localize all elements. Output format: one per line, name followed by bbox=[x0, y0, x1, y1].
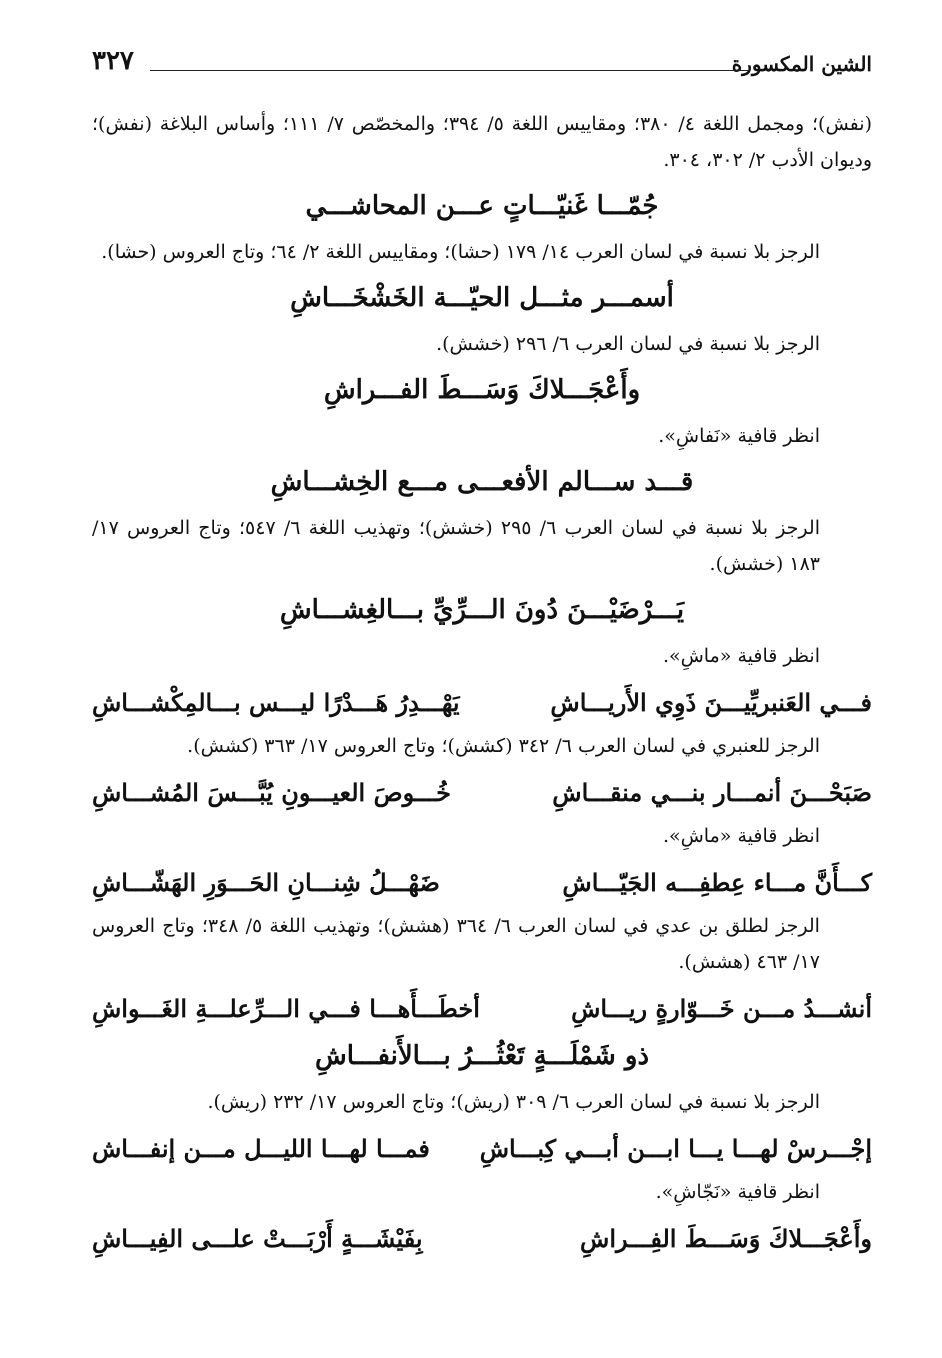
hemistich-first: وأَعْجَـــلاكَ وَسَـــطَ الفِـــراشِ bbox=[580, 1224, 872, 1253]
citation-note: الرجز بلا نسبة في لسان العرب ١٤/ ١٧٩ (حشا)؛ ومقاييس اللغة ٢/ ٦٤؛ وتاج العروس (حشا). bbox=[101, 241, 820, 263]
hemistich-second: ضَهْـــلُ شِنـــانِ الحَـــوَرِ الهَشّـــاشِ bbox=[92, 868, 440, 897]
page-number: ٣٢٧ bbox=[92, 46, 134, 76]
verse-couplet bbox=[92, 770, 872, 816]
page-header bbox=[92, 44, 872, 80]
page-body bbox=[92, 106, 872, 1264]
verse-couplet bbox=[92, 1216, 872, 1262]
verse-line: جُمّـــا غَنيّـــاتٍ عـــن المحاشـــي bbox=[305, 191, 659, 221]
citation-note: الرجز بلا نسبة في لسان العرب ٦/ ٢٩٦ (خشش). bbox=[436, 333, 820, 355]
hemistich-first: إجْـــرسْ لهـــا يـــا ابـــن أبـــي كِبـــاشِ bbox=[479, 1134, 872, 1163]
hemistich-first: كـــأَنَّ مـــاء عِطفِـــه الجَيّـــاشِ bbox=[562, 868, 872, 897]
hemistich-second: خُـــوصَ العيـــونِ يُبَّـــسَ المُشـــاشِ bbox=[92, 778, 451, 807]
running-title: الشين المكسورة bbox=[731, 52, 872, 76]
verse-couplet bbox=[92, 986, 872, 1032]
citation-note: انظر قافية «نَفاشِ». bbox=[658, 425, 820, 447]
verse-line: أسمـــر مثـــل الحيّـــة الخَشْخَـــاشِ bbox=[290, 283, 674, 313]
citation-note: الرجز بلا نسبة في لسان العرب ٦/ ٢٩٥ (خشش)؛ وتهذيب اللغة ٦/ ٥٤٧؛ وتاج العروس ١٧/ ١٨٣ (خشش). bbox=[92, 517, 820, 575]
header-rule bbox=[150, 70, 750, 71]
hemistich-second: يَهْـــدِرُ هَـــدْرًا ليـــس بـــالمِكْشـــاشِ bbox=[92, 688, 460, 717]
verse-couplet bbox=[92, 680, 872, 726]
hemistich-second: أخطَـــأَهـــا فـــي الـــرِّعلـــةِ الغَـــواشِ bbox=[92, 994, 480, 1023]
verse-line: يَـــرْضَيْـــنَ دُونَ الـــرِّيِّ بـــالغِشـــاشِ bbox=[279, 595, 685, 625]
hemistich-first: صَبَحْـــنَ أنمـــار بنـــي منقـــاشِ bbox=[552, 778, 872, 807]
hemistich-second: بِفَيْشَـــةٍ أَرْبَـــتْ علـــى الفِيـــاشِ bbox=[92, 1224, 423, 1253]
citation-note: انظر قافية «نَجّاشِ». bbox=[655, 1181, 820, 1203]
citation-note: الرجز لطلق بن عدي في لسان العرب ٦/ ٣٦٤ (هشش)؛ وتهذيب اللغة ٥/ ٣٤٨؛ وتاج العروس ١٧/ ٤٦٣ (هشش). bbox=[92, 915, 820, 973]
citation-note: انظر قافية «ماشِ». bbox=[662, 825, 820, 847]
verse-line: وأَعْجَـــلاكَ وَسَـــطَ الفـــراشِ bbox=[323, 375, 641, 405]
citation-note: الرجز بلا نسبة في لسان العرب ٦/ ٣٠٩ (ريش)؛ وتاج العروس ١٧/ ٢٣٢ (ريش). bbox=[207, 1091, 820, 1113]
verse-couplet bbox=[92, 860, 872, 906]
verse-couplet bbox=[92, 1126, 872, 1172]
citation-note: انظر قافية «ماشِ». bbox=[662, 645, 820, 667]
hemistich-first: أنشـــدُ مـــن خَـــوّارةٍ ريـــاشِ bbox=[571, 994, 872, 1023]
hemistich-first: فـــي العَنبريِّيـــنَ ذَوِي الأَريـــاشِ bbox=[550, 688, 872, 717]
verse-line: قـــد ســـالم الأفعـــى مـــع الخِشـــاشِ bbox=[270, 467, 694, 497]
citation-note: (نفش)؛ ومجمل اللغة ٤/ ٣٨٠؛ ومقاييس اللغة ٥/ ٣٩٤؛ والمخصّص ٧/ ١١١؛ وأساس البلاغة (نفش)؛ وديوان الأدب ٢/ ٣٠٢، ٣٠٤. bbox=[92, 113, 872, 171]
hemistich-second: فمـــا لهـــا الليـــل مـــن إنفـــاش bbox=[92, 1134, 430, 1163]
citation-note: الرجز للعنبري في لسان العرب ٦/ ٣٤٢ (كشش)؛ وتاج العروس ١٧/ ٣٦٣ (كشش). bbox=[187, 735, 820, 757]
verse-line: ذو شَمْلَـــةٍ تَعْثُـــرُ بـــالأَنفـــاشِ bbox=[314, 1041, 650, 1071]
